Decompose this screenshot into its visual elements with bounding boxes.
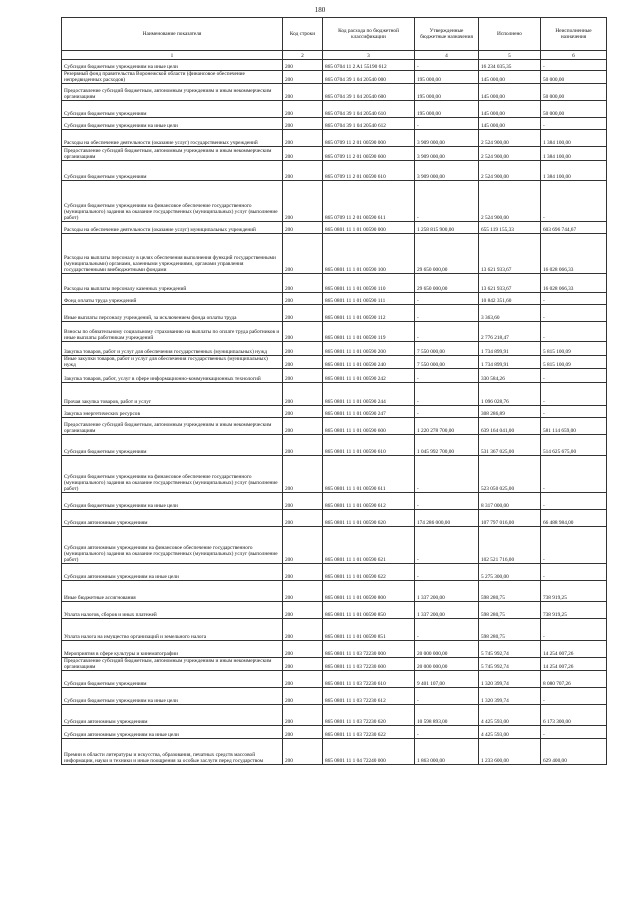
row-line-code: 200 [283, 356, 323, 369]
row-unexecuted: - [541, 564, 607, 581]
table-row [62, 147, 607, 161]
row-name: Мероприятия в сфере культуры и кинематографии [62, 641, 283, 658]
row-budget-code: 865 0709 11 2 01 00590 000 [323, 130, 415, 147]
row-approved: 29 650 000,00 [415, 274, 479, 293]
row-approved: 195 000,00 [415, 84, 479, 101]
row-line-code: 200 [283, 641, 323, 658]
row-executed: 5 745 992,74 [479, 641, 541, 658]
row-name: Субсидии бюджетным учреждениям [62, 671, 283, 688]
row-executed: 1 734 899,91 [479, 356, 541, 369]
row-unexecuted: - [541, 305, 607, 322]
row-unexecuted: - [541, 619, 607, 641]
table-row [62, 671, 607, 688]
row-unexecuted: 1 384 100,00 [541, 147, 607, 161]
column-number: 4 [415, 51, 479, 60]
row-executed: 3 363,60 [479, 305, 541, 322]
table-row [62, 564, 607, 581]
row-name: Субсидии бюджетным учреждениям [62, 161, 283, 181]
row-name: Иные закупки товаров, работ и услуг для обеспечения государственных (муниципальных) нужд [62, 356, 283, 369]
row-approved: - [415, 118, 479, 130]
row-line-code: 200 [283, 671, 323, 688]
row-executed: 5 745 992,74 [479, 658, 541, 671]
row-budget-code: 865 0801 11 1 01 00590 244 [323, 383, 415, 406]
row-budget-code: 865 0801 11 1 01 00590 247 [323, 406, 415, 418]
row-approved: - [415, 181, 479, 222]
row-unexecuted: - [541, 456, 607, 493]
row-executed: 145 000,00 [479, 118, 541, 130]
row-name: Субсидии бюджетным учреждениям на иные цели [62, 60, 283, 71]
row-unexecuted: 738 919,25 [541, 581, 607, 602]
row-budget-code: 865 0801 11 1 01 00590 621 [323, 527, 415, 564]
row-line-code: 200 [283, 101, 323, 118]
row-line-code: 200 [283, 222, 323, 234]
row-line-code: 200 [283, 456, 323, 493]
row-line-code: 200 [283, 418, 323, 435]
row-approved: 174 286 000,00 [415, 510, 479, 527]
row-name: Субсидии автономным учреждениям на иные цели [62, 726, 283, 739]
row-budget-code: 865 0801 11 1 01 00590 850 [323, 602, 415, 619]
row-executed: 2 524 900,00 [479, 130, 541, 147]
row-line-code: 200 [283, 658, 323, 671]
row-approved: 1 258 815 900,00 [415, 222, 479, 234]
row-budget-code: 865 0801 11 1 03 72230 600 [323, 658, 415, 671]
row-line-code: 200 [283, 181, 323, 222]
row-name: Субсидии бюджетным учреждениям [62, 101, 283, 118]
row-name: Расходы на обеспечение деятельности (оказание услуг) государственных учреждений [62, 130, 283, 147]
row-budget-code: 865 0801 11 1 01 00590 242 [323, 369, 415, 383]
column-number: 1 [62, 51, 283, 60]
row-line-code: 200 [283, 84, 323, 101]
table-row [62, 705, 607, 726]
table-row [62, 60, 607, 71]
table-header-row [62, 18, 607, 51]
row-executed: 1 320 399,74 [479, 671, 541, 688]
row-unexecuted: 5 815 100,09 [541, 356, 607, 369]
table-row [62, 130, 607, 147]
row-name: Субсидии бюджетным учреждениям на иные цели [62, 688, 283, 705]
row-line-code: 200 [283, 147, 323, 161]
row-approved: - [415, 493, 479, 510]
row-unexecuted: - [541, 493, 607, 510]
row-budget-code: 865 0801 11 1 01 00590 200 [323, 342, 415, 356]
row-approved: 3 909 000,00 [415, 147, 479, 161]
row-executed: 639 164 041,00 [479, 418, 541, 435]
row-name: Субсидии бюджетным учреждениям на иные цели [62, 493, 283, 510]
table-row [62, 406, 607, 418]
row-name: Закупка товаров, работ, услуг в сфере информационно-коммуникационных технологий [62, 369, 283, 383]
column-number: 2 [283, 51, 323, 60]
row-unexecuted: 14 254 007,26 [541, 641, 607, 658]
row-unexecuted: 6 173 300,00 [541, 705, 607, 726]
row-executed: 2 776 218,47 [479, 322, 541, 342]
row-unexecuted: - [541, 293, 607, 305]
table-row [62, 161, 607, 181]
row-budget-code: 865 0801 11 1 01 00590 622 [323, 564, 415, 581]
row-budget-code: 865 0704 39 1 04 20540 612 [323, 118, 415, 130]
row-line-code: 200 [283, 383, 323, 406]
row-line-code: 200 [283, 581, 323, 602]
row-executed: 4 425 593,00 [479, 726, 541, 739]
row-approved: - [415, 527, 479, 564]
row-approved: - [415, 60, 479, 71]
table-row [62, 222, 607, 234]
table-row [62, 619, 607, 641]
row-line-code: 200 [283, 493, 323, 510]
row-unexecuted: 5 815 100,09 [541, 342, 607, 356]
row-unexecuted: 16 028 066,33 [541, 234, 607, 274]
row-budget-code: 865 0801 11 1 01 00590 611 [323, 456, 415, 493]
table-row [62, 305, 607, 322]
table-row [62, 118, 607, 130]
table-row [62, 181, 607, 222]
row-approved: 9 401 107,00 [415, 671, 479, 688]
row-approved: - [415, 383, 479, 406]
row-executed: 5 275 300,00 [479, 564, 541, 581]
table-row [62, 726, 607, 739]
column-number: 6 [541, 51, 607, 60]
row-approved: - [415, 619, 479, 641]
row-line-code: 200 [283, 435, 323, 456]
row-unexecuted: 50 000,00 [541, 71, 607, 84]
row-budget-code: 865 0801 11 1 03 72230 610 [323, 671, 415, 688]
row-name: Предоставление субсидий бюджетным, автономным учреждениям и иным некоммерческим организациям [62, 418, 283, 435]
row-approved: 1 220 278 700,00 [415, 418, 479, 435]
row-unexecuted: 50 000,00 [541, 101, 607, 118]
table-row [62, 369, 607, 383]
row-name: Закупка товаров, работ и услуг для обеспечения государственных (муниципальных) нужд [62, 342, 283, 356]
row-approved: 195 000,00 [415, 71, 479, 84]
row-executed: 2 524 900,00 [479, 161, 541, 181]
table-row [62, 293, 607, 305]
row-line-code: 200 [283, 71, 323, 84]
row-line-code: 200 [283, 564, 323, 581]
row-line-code: 200 [283, 60, 323, 71]
row-name: Взносы по обязательному социальному страхованию на выплаты по оплате труда работников и иные выплаты работникам учреждений [62, 322, 283, 342]
column-number: 5 [479, 51, 541, 60]
table-row [62, 527, 607, 564]
row-unexecuted: - [541, 527, 607, 564]
row-budget-code: 865 0709 11 2 01 00590 610 [323, 161, 415, 181]
row-unexecuted: - [541, 322, 607, 342]
row-executed: 4 425 593,00 [479, 705, 541, 726]
row-name: Уплата налога на имущество организаций и земельного налога [62, 619, 283, 641]
row-line-code: 200 [283, 130, 323, 147]
column-number: 3 [323, 51, 415, 60]
row-budget-code: 865 0801 11 1 01 00590 610 [323, 435, 415, 456]
table-row [62, 581, 607, 602]
row-executed: 145 000,00 [479, 101, 541, 118]
row-name: Уплата налогов, сборов и иных платежей [62, 602, 283, 619]
row-approved: - [415, 726, 479, 739]
row-line-code: 200 [283, 234, 323, 274]
table-row [62, 602, 607, 619]
row-unexecuted: - [541, 181, 607, 222]
row-name: Расходы на обеспечение деятельности (оказание услуг) муниципальных учреждений [62, 222, 283, 234]
column-number-row [62, 51, 607, 60]
row-unexecuted: 16 028 066,33 [541, 274, 607, 293]
row-approved: 20 000 000,00 [415, 641, 479, 658]
row-line-code: 200 [283, 726, 323, 739]
table-row [62, 456, 607, 493]
table-row [62, 322, 607, 342]
row-budget-code: 865 0801 11 1 04 72240 000 [323, 739, 415, 765]
row-executed: 1 096 028,76 [479, 383, 541, 406]
row-approved: 20 000 000,00 [415, 658, 479, 671]
row-unexecuted: 50 000,00 [541, 84, 607, 101]
row-executed: 102 521 716,00 [479, 527, 541, 564]
row-executed: 13 621 933,67 [479, 234, 541, 274]
row-unexecuted: 66 488 984,00 [541, 510, 607, 527]
row-line-code: 200 [283, 274, 323, 293]
row-executed: 598 280,75 [479, 581, 541, 602]
row-approved: - [415, 456, 479, 493]
table-row [62, 101, 607, 118]
row-name: Предоставление субсидий бюджетным, автономным учреждениям и иным некоммерческим организациям [62, 84, 283, 101]
row-budget-code: 865 0704 39 1 04 20540 600 [323, 84, 415, 101]
row-unexecuted: - [541, 406, 607, 418]
row-line-code: 200 [283, 118, 323, 130]
table-row [62, 493, 607, 510]
row-name: Расходы на выплаты персоналу в целях обеспечения выполнения функций государственными (муниципальными) органами, казенными учреждениями, органами управления государственными внебюджетными фондами [62, 234, 283, 274]
row-name: Субсидии автономным учреждениям [62, 705, 283, 726]
table-row [62, 688, 607, 705]
table-row [62, 234, 607, 274]
row-name: Субсидии автономным учреждениям [62, 510, 283, 527]
row-budget-code: 865 0801 11 1 01 00590 119 [323, 322, 415, 342]
row-approved: 1 337 200,00 [415, 602, 479, 619]
row-budget-code: 865 0801 11 1 01 00590 110 [323, 274, 415, 293]
row-unexecuted: 14 254 007,26 [541, 658, 607, 671]
row-name: Фонд оплаты труда учреждений [62, 293, 283, 305]
table-row [62, 739, 607, 765]
table-row [62, 418, 607, 435]
row-name: Предоставление субсидий бюджетным, автономным учреждениям и иным некоммерческим организациям [62, 147, 283, 161]
table-row [62, 641, 607, 658]
row-executed: 1 233 600,00 [479, 739, 541, 765]
row-name: Премии в области литературы и искусства, образования, печатных средств массовой информации, науки и техники и иные поощрения за особые заслуги перед государством [62, 739, 283, 765]
table-row [62, 658, 607, 671]
row-executed: 145 000,00 [479, 71, 541, 84]
row-name: Субсидии автономным учреждениям на финансовое обеспечение государственного (муниципального) задания на оказание государственных (муниципальных) услуг (выполнение работ) [62, 527, 283, 564]
row-executed: 523 050 025,00 [479, 456, 541, 493]
page-number: 180 [314, 6, 326, 14]
row-executed: 330 584,26 [479, 369, 541, 383]
row-budget-code: 865 0801 11 1 01 00590 000 [323, 222, 415, 234]
row-line-code: 200 [283, 305, 323, 322]
row-budget-code: 865 0704 11 2 A1 55190 612 [323, 60, 415, 71]
table-row [62, 84, 607, 101]
row-name: Резервный фонд правительства Воронежской области (финансовое обеспечение непредвиденных расходов) [62, 71, 283, 84]
table-row [62, 274, 607, 293]
table-body [62, 60, 607, 765]
row-line-code: 200 [283, 602, 323, 619]
row-executed: 107 797 016,00 [479, 510, 541, 527]
row-budget-code: 865 0801 11 1 01 00590 240 [323, 356, 415, 369]
row-name: Закупка энергетических ресурсов [62, 406, 283, 418]
row-line-code: 200 [283, 369, 323, 383]
row-executed: 1 320 399,74 [479, 688, 541, 705]
row-line-code: 200 [283, 619, 323, 641]
row-line-code: 200 [283, 705, 323, 726]
row-budget-code: 865 0801 11 1 03 72230 620 [323, 705, 415, 726]
row-budget-code: 865 0704 39 1 04 20540 000 [323, 71, 415, 84]
row-line-code: 200 [283, 322, 323, 342]
row-approved: - [415, 369, 479, 383]
row-name: Субсидии бюджетным учреждениям на иные цели [62, 118, 283, 130]
row-approved: - [415, 406, 479, 418]
row-line-code: 200 [283, 406, 323, 418]
header-indicator-name: Наименование показателя [62, 18, 283, 51]
header-unexecuted: Неисполненные назначения [541, 18, 607, 51]
row-executed: 655 119 155,33 [479, 222, 541, 234]
row-approved: - [415, 564, 479, 581]
row-budget-code: 865 0801 11 1 03 72230 612 [323, 688, 415, 705]
table-row [62, 510, 607, 527]
row-executed: 2 524 900,00 [479, 181, 541, 222]
row-approved: 1 337 200,00 [415, 581, 479, 602]
table-row [62, 342, 607, 356]
row-approved: 7 550 000,00 [415, 356, 479, 369]
row-name: Иные выплаты персоналу учреждений, за исключением фонда оплаты труда [62, 305, 283, 322]
row-executed: 16 234 035,35 [479, 60, 541, 71]
row-unexecuted: - [541, 369, 607, 383]
row-unexecuted: 629 400,00 [541, 739, 607, 765]
header-approved: Утвержденные бюджетные назначения [415, 18, 479, 51]
row-executed: 1 734 899,91 [479, 342, 541, 356]
row-budget-code: 865 0709 11 2 01 00590 611 [323, 181, 415, 222]
row-approved: 3 909 000,00 [415, 161, 479, 181]
row-unexecuted: 603 696 744,67 [541, 222, 607, 234]
row-budget-code: 865 0801 11 1 03 72230 000 [323, 641, 415, 658]
row-budget-code: 865 0801 11 1 01 00590 100 [323, 234, 415, 274]
row-budget-code: 865 0801 11 1 01 00590 800 [323, 581, 415, 602]
row-executed: 10 842 351,60 [479, 293, 541, 305]
row-executed: 145 000,00 [479, 84, 541, 101]
row-line-code: 200 [283, 527, 323, 564]
row-budget-code: 865 0801 11 1 01 00590 612 [323, 493, 415, 510]
row-unexecuted: - [541, 60, 607, 71]
row-unexecuted: 738 919,25 [541, 602, 607, 619]
row-budget-code: 865 0801 11 1 01 00590 112 [323, 305, 415, 322]
row-unexecuted: 514 625 675,00 [541, 435, 607, 456]
row-unexecuted: 8 080 707,26 [541, 671, 607, 688]
row-name: Предоставление субсидий бюджетным, автономным учреждениям и иным некоммерческим организациям [62, 658, 283, 671]
header-executed: Исполнено [479, 18, 541, 51]
row-name: Иные бюджетные ассигнования [62, 581, 283, 602]
row-budget-code: 865 0709 11 2 01 00590 600 [323, 147, 415, 161]
row-approved: 29 650 000,00 [415, 234, 479, 274]
row-approved: 10 598 893,00 [415, 705, 479, 726]
row-approved: 7 550 000,00 [415, 342, 479, 356]
row-line-code: 200 [283, 688, 323, 705]
row-executed: 598 280,75 [479, 619, 541, 641]
row-executed: 531 367 025,00 [479, 435, 541, 456]
row-budget-code: 865 0801 11 1 01 00590 851 [323, 619, 415, 641]
row-budget-code: 865 0801 11 1 01 00590 111 [323, 293, 415, 305]
row-name: Субсидии бюджетным учреждениям на финансовое обеспечение государственного (муниципального) задания на оказание государственных (муниципальных) услуг (выполнение работ) [62, 456, 283, 493]
row-name: Субсидии автономным учреждениям на иные цели [62, 564, 283, 581]
row-name: Прочая закупка товаров, работ и услуг [62, 383, 283, 406]
row-name: Субсидии бюджетным учреждениям [62, 435, 283, 456]
row-approved: 1 045 992 700,00 [415, 435, 479, 456]
row-budget-code: 865 0801 11 1 01 00590 620 [323, 510, 415, 527]
table-row [62, 383, 607, 406]
row-unexecuted: - [541, 118, 607, 130]
table-row [62, 356, 607, 369]
row-name: Субсидии бюджетным учреждениям на финансовое обеспечение государственного (муниципального) задания на оказание государственных (муниципальных) услуг (выполнение работ) [62, 181, 283, 222]
row-executed: 8 317 000,00 [479, 493, 541, 510]
row-approved: - [415, 688, 479, 705]
row-executed: 13 621 933,67 [479, 274, 541, 293]
budget-execution-table [61, 17, 607, 765]
row-approved: 195 000,00 [415, 101, 479, 118]
row-budget-code: 865 0704 39 1 04 20540 610 [323, 101, 415, 118]
row-line-code: 200 [283, 510, 323, 527]
row-line-code: 200 [283, 739, 323, 765]
row-unexecuted: - [541, 726, 607, 739]
row-line-code: 200 [283, 342, 323, 356]
row-unexecuted: 1 384 100,00 [541, 161, 607, 181]
row-unexecuted: - [541, 383, 607, 406]
header-budget-code: Код расхода по бюджетной классификации [323, 18, 415, 51]
row-approved: 1 863 000,00 [415, 739, 479, 765]
row-executed: 2 524 900,00 [479, 147, 541, 161]
row-unexecuted: 581 114 659,00 [541, 418, 607, 435]
row-unexecuted: 1 384 100,00 [541, 130, 607, 147]
table-row [62, 71, 607, 84]
row-unexecuted: - [541, 688, 607, 705]
row-approved: - [415, 322, 479, 342]
row-approved: - [415, 293, 479, 305]
row-approved: - [415, 305, 479, 322]
row-budget-code: 865 0801 11 1 01 00590 600 [323, 418, 415, 435]
row-line-code: 200 [283, 161, 323, 181]
row-executed: 308 286,89 [479, 406, 541, 418]
row-name: Расходы на выплаты персоналу казенных учреждений [62, 274, 283, 293]
header-line-code: Код строки [283, 18, 323, 51]
row-executed: 598 280,75 [479, 602, 541, 619]
row-line-code: 200 [283, 293, 323, 305]
table-row [62, 435, 607, 456]
row-budget-code: 865 0801 11 1 03 72230 622 [323, 726, 415, 739]
row-approved: 3 909 000,00 [415, 130, 479, 147]
